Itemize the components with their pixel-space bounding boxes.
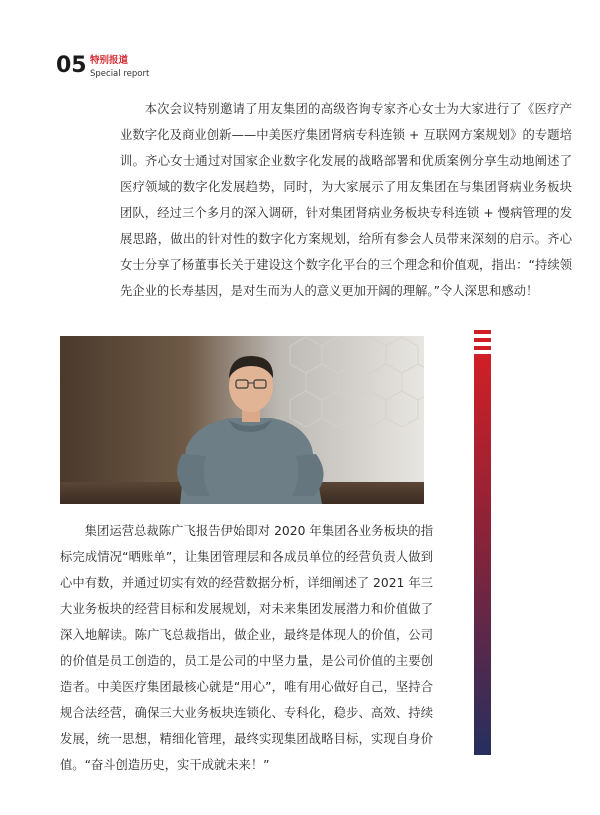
page-number: 05 <box>56 53 87 78</box>
article-paragraph-1: 本次会议特别邀请了用友集团的高级咨询专家齐心女士为大家进行了《医疗产业数字化及商业创新——中美医疗集团肾病专科连锁 + 互联网方案规划》的专题培训。齐心女士通过对国家企业数字化发展的战略部署和优质案例分享生动地阐述了医疗领域的数字化发展趋势，同时，为大家展示了用友集团在与集团肾病业务板块团队，经过三个多月的深入调研，针对集团肾病业务板块专科连锁 + 慢病管理的发展思路，做出的针对性的数字化方案规划，给所有参会人员带来深刻的启示。齐心女士分享了杨董事长关于建设这个数字化平台的三个理念和价值观，指出：“持续领先企业的长寿基因，是对生而为人的意义更加开阔的理解。”令人深思和感动！ <box>120 102 572 298</box>
page-header <box>56 52 256 86</box>
decorative-gradient-bar <box>474 330 491 755</box>
speaker-photo <box>60 336 424 504</box>
article-paragraph-2: 集团运营总裁陈广飞报告伊始即对 2020 年集团各业务板块的指标完成情况“晒账单”，让集团管理层和各成员单位的经营负责人做到心中有数，并通过切实有效的经营数据分析，详细阐述了 2021 年三大业务板块的经营目标和发展规划，对未来集团发展潜力和价值做了深入地解读。陈广飞总裁指出，做企业，最终是体现人的价值，公司的价值是员工创造的，员工是公司的中坚力量，是公司价值的主要创造者。中美医疗集团最核心就是“用心”，唯有用心做好自己，坚持合规合法经营，确保三大业务板块连锁化、专科化，稳步、高效、持续发展，统一思想，精细化管理，最终实现集团战略目标，实现自身价值。“奋斗创造历史，实干成就未来！” <box>60 524 433 772</box>
section-title-en: Special report <box>90 69 150 79</box>
section-title-cn: 特别报道 <box>90 55 129 66</box>
